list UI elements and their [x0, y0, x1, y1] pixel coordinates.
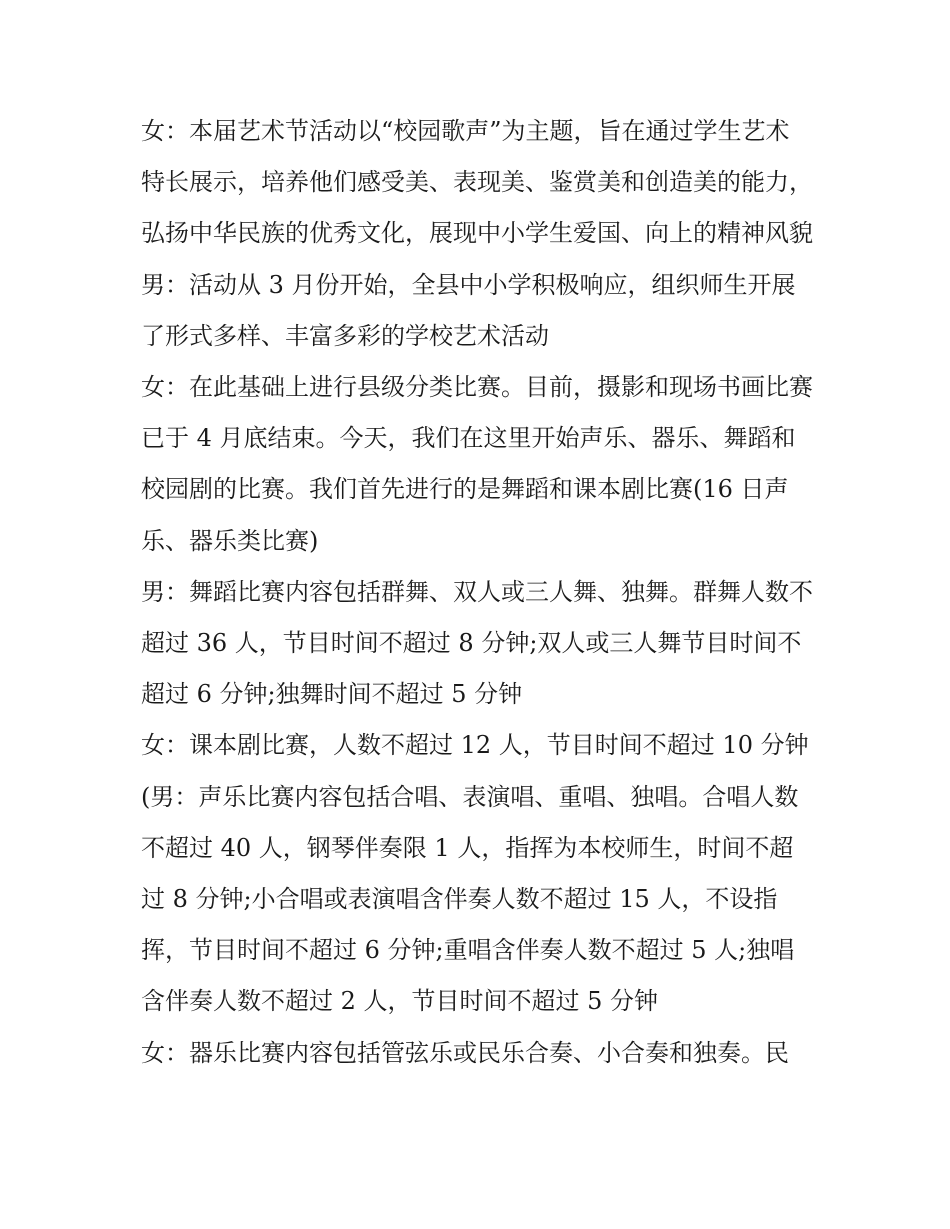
paragraph-female-instrumental: 女：器乐比赛内容包括管弦乐或民乐合奏、小合奏和独奏。民	[141, 1038, 789, 1067]
document-body	[141, 106, 813, 1079]
paragraph-female-drama-vocal-rules: 女：课本剧比赛，人数不超过 12 人，节目时间不超过 10 分钟(男：声乐比赛内容包括合唱、表演唱、重唱、独唱。合唱人数不超过 40 人，钢琴伴奏限 1 人，指挥为本校师生，时间不超过 8 分钟;小合唱或表演唱含伴奏人数不超过 15 人，不设指挥，节目时间不超过 6 分钟;重唱含伴奏人数不超过 5 人;独唱含伴奏人数不超过 2 人，节目时间不超过 5 分钟	[141, 731, 809, 1016]
paragraph-male-dance-rules: 男：舞蹈比赛内容包括群舞、双人或三人舞、独舞。群舞人数不超过 36 人，节目时间不超过 8 分钟;双人或三人舞节目时间不超过 6 分钟;独舞时间不超过 5 分钟	[141, 577, 813, 709]
paragraph-female-theme: 女：本届艺术节活动以“校园歌声”为主题，旨在通过学生艺术特长展示，培养他们感受美、表现美、鉴赏美和创造美的能力，弘扬中华民族的优秀文化，展现中小学生爱国、向上的精神风貌	[141, 117, 813, 248]
paragraph-male-activity-start: 男：活动从 3 月份开始，全县中小学积极响应，组织师生开展了形式多样、丰富多彩的学校艺术活动	[141, 270, 796, 350]
paragraph-female-competition: 女：在此基础上进行县级分类比赛。目前，摄影和现场书画比赛已于 4 月底结束。今天，我们在这里开始声乐、器乐、舞蹈和校园剧的比赛。我们首先进行的是舞蹈和课本剧比赛(16 日声乐、器乐类比赛)	[141, 373, 813, 555]
